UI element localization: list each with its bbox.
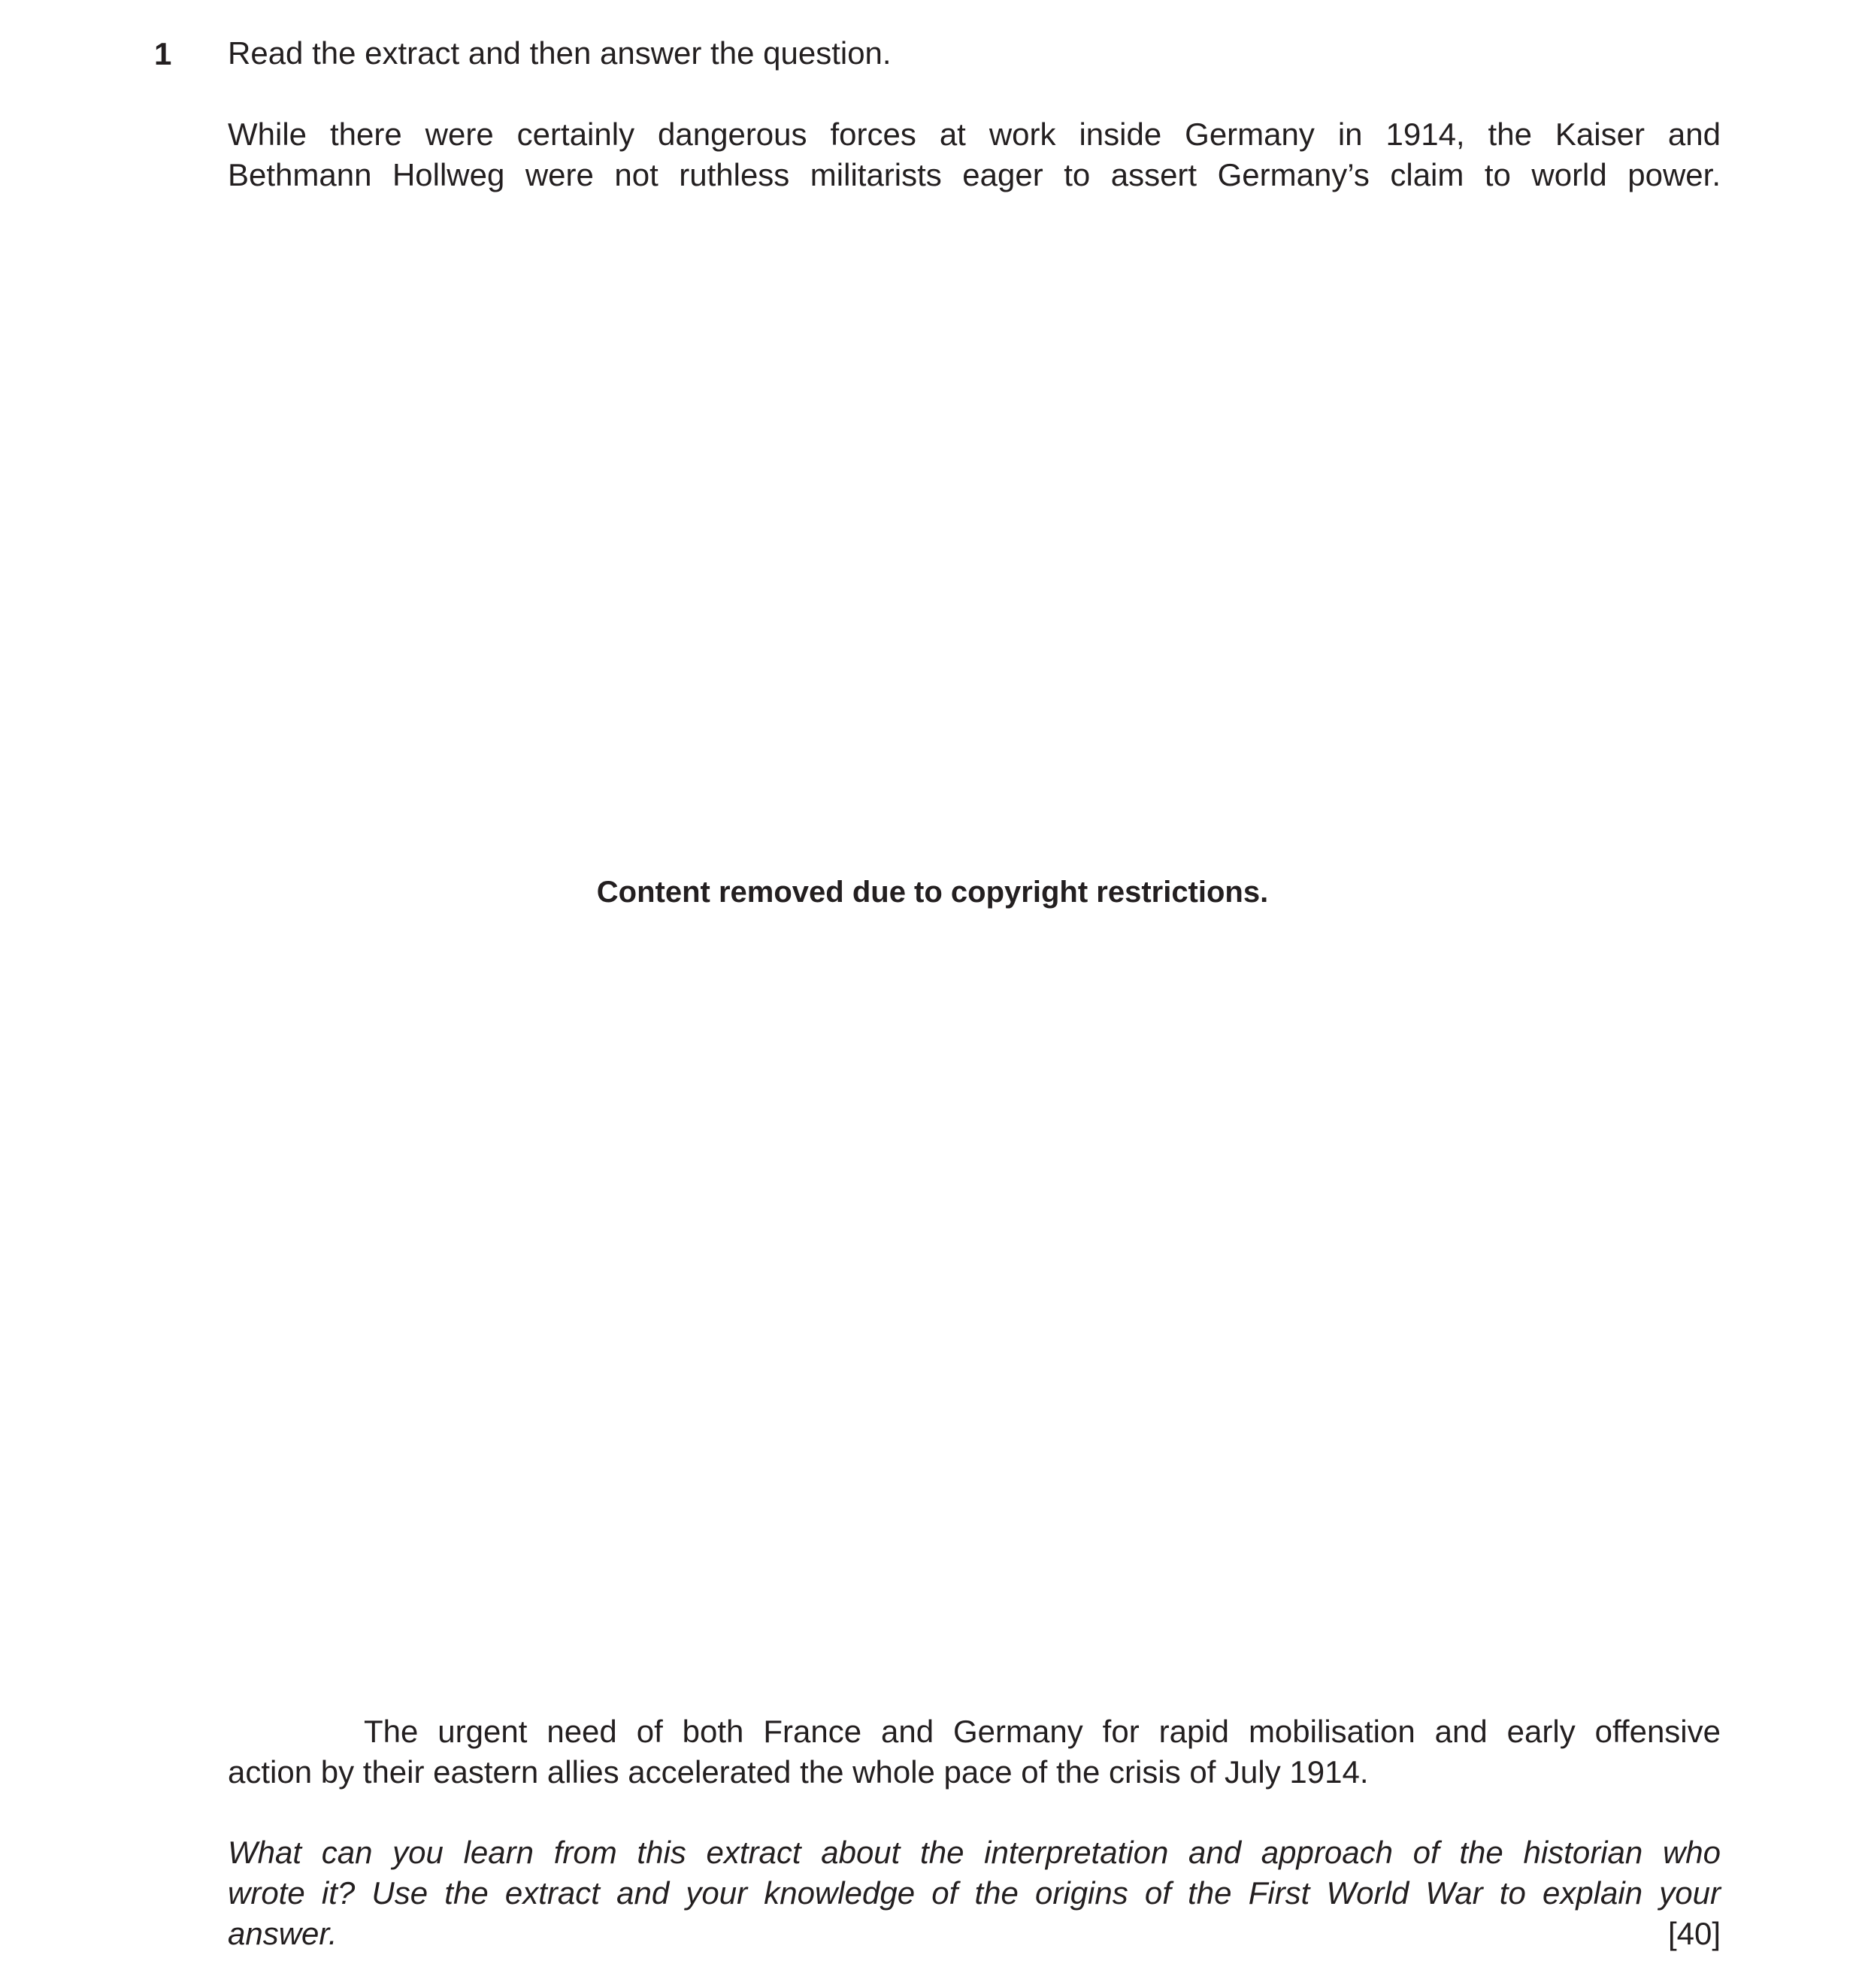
extract-opening-line: Bethmann Hollweg were not ruthless militarists eager to assert Germany’s claim to world power. — [228, 157, 1721, 192]
extract-closing-line: The urgent need of both France and Germany for rapid mobilisation and early offensive — [364, 1714, 1721, 1749]
question-prompt — [228, 1832, 1721, 1954]
question-number: 1 — [154, 36, 172, 71]
question-instruction: Read the extract and then answer the question. — [228, 35, 892, 71]
question-prompt-line: What can you learn from this extract about the interpretation and approach of the historian who — [228, 1835, 1721, 1870]
question-prompt-line: answer. — [228, 1916, 338, 1951]
question-prompt-line: wrote it? Use the extract and your knowledge of the origins of the First World War to explain your — [228, 1875, 1721, 1911]
extract-opening-line: While there were certainly dangerous forces at work inside Germany in 1914, the Kaiser and — [228, 116, 1721, 152]
extract-closing-line: action by their eastern allies accelerated the whole pace of the crisis of July 1914. — [228, 1754, 1369, 1790]
extract-opening — [228, 114, 1721, 195]
extract-closing — [228, 1711, 1721, 1793]
marks-label: [40] — [1667, 1916, 1721, 1951]
question-prompt-last-row — [228, 1914, 1721, 1954]
copyright-notice: Content removed due to copyright restrictions. — [596, 876, 1269, 909]
